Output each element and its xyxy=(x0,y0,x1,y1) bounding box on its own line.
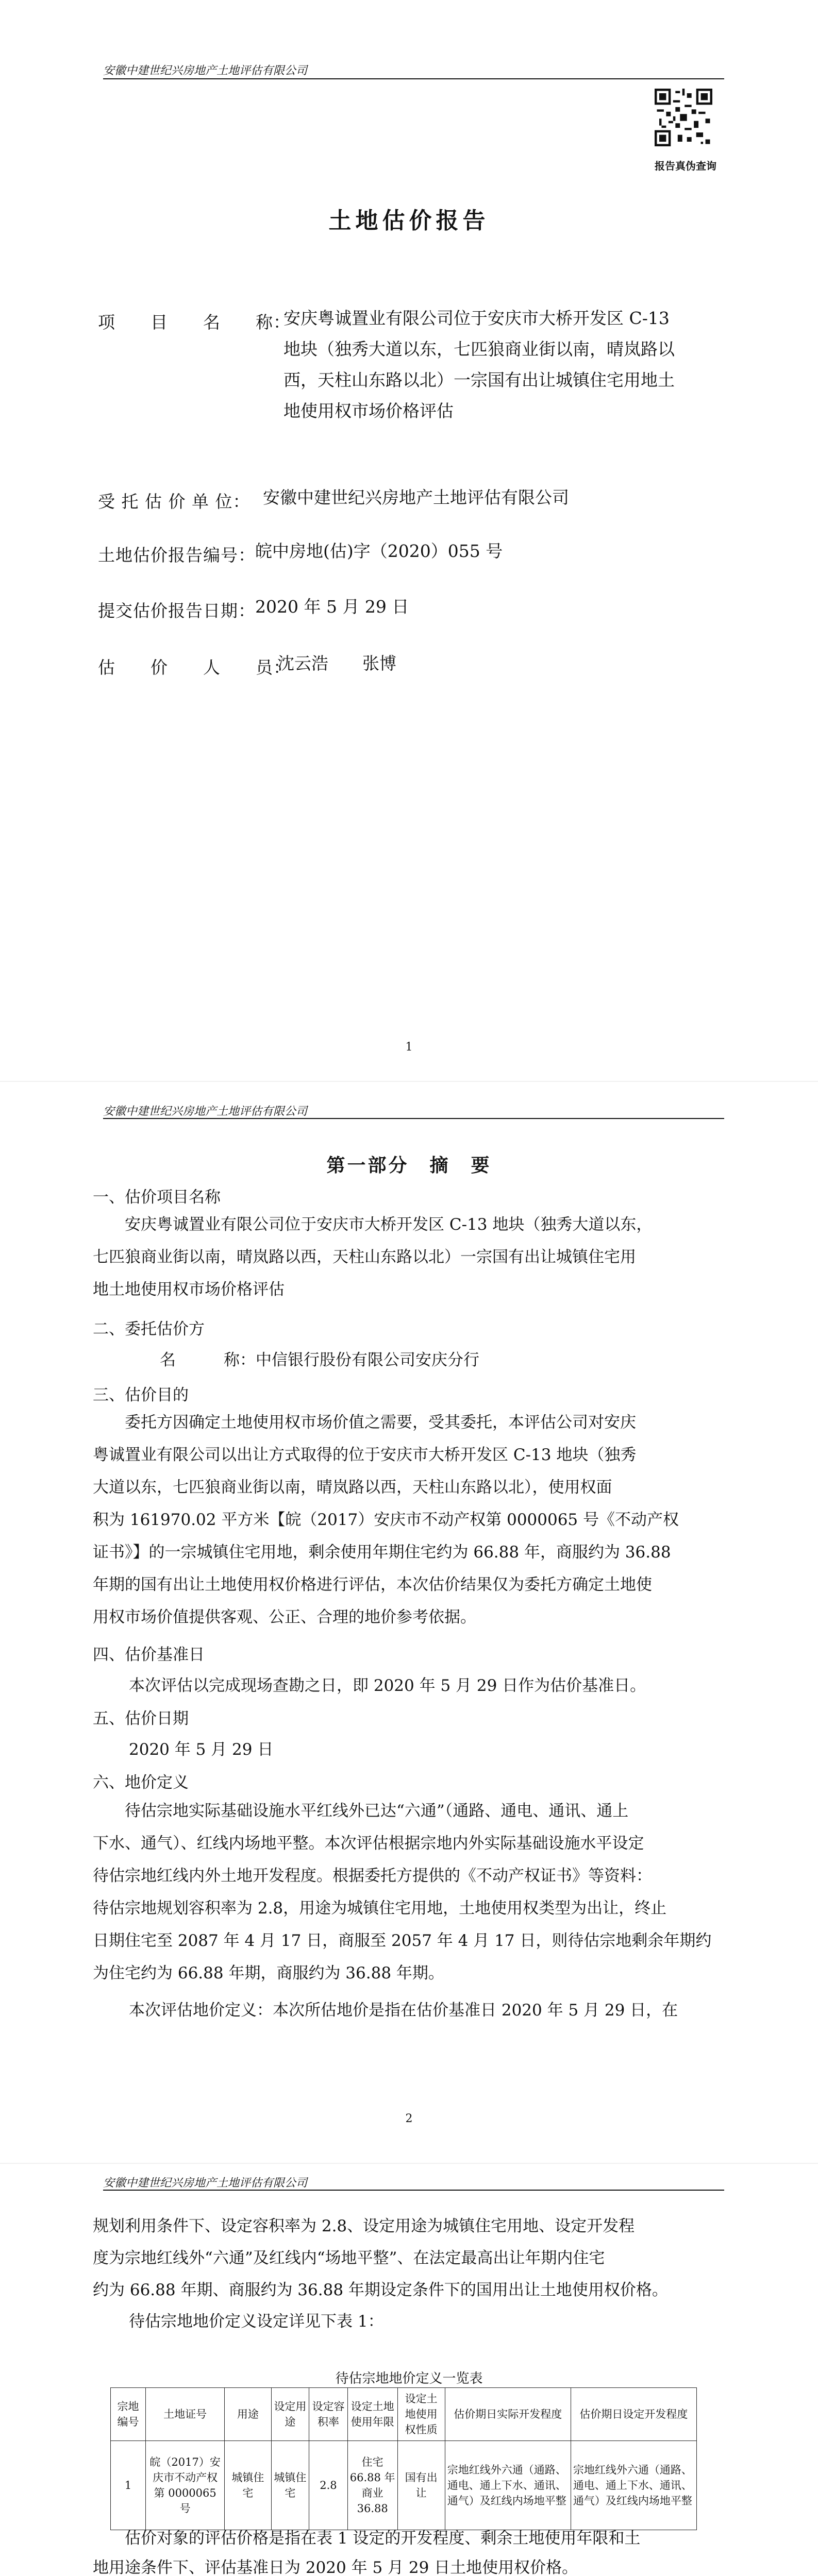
table-cell: 1 xyxy=(111,2441,146,2530)
table-cell: 城镇住宅 xyxy=(271,2441,309,2530)
section-text: 2020 年 5 月 29 日 xyxy=(129,1740,274,1759)
table-row xyxy=(111,2441,697,2530)
section-heading: 一、估价项目名称 xyxy=(93,1188,221,1207)
section-paragraph: 估价对象的评估价格是指在表 1 设定的开发程度、剩余土地使用年限和土 xyxy=(125,2529,641,2548)
section-heading: 二、委托估价方 xyxy=(93,1320,205,1338)
table-cell: 国有出让 xyxy=(397,2441,445,2530)
section-heading: 五、估价日期 xyxy=(93,1709,189,1728)
page-number: 2 xyxy=(405,2112,413,2125)
table-cell: 2.8 xyxy=(309,2441,348,2530)
page-number: 1 xyxy=(405,1041,413,1054)
submit-date-value: 2020 年 5 月 29 日 xyxy=(255,597,409,617)
part1-title: 第一部分 摘 要 xyxy=(326,1155,492,1176)
section-paragraph-cont: 地用途条件下、评估基准日为 2020 年 5 月 29 日土地使用权价格。 xyxy=(93,2558,578,2576)
section-paragraph-cont: 粤诚置业有限公司以出让方式取得的位于安庆市大桥开发区 C-13 地块（独秀 大道以东，七匹狼商业街以南，晴岚路以西，天柱山东路以北），使用权面 积为 161970.02 平方米【皖（2017）安庆市不动产权第 0000065 号《不动产权 证书》】的一宗城镇住宅用地，剩余使用年期住宅约为 66.88 年，商服约为 36.88 年期的国有出让土地使用权价格进行评估，本次估价结果仅为委托方确定土地使 用权市场价值提供客观、公正、合理的地价参考依据。 xyxy=(93,1446,679,1626)
section-paragraph-cont: 七匹狼商业街以南，晴岚路以西，天柱山东路以北）一宗国有出让城镇住宅用 地土地使用权市场价格评估 xyxy=(93,1248,636,1299)
qr-label: 报告真伪查询 xyxy=(655,160,716,172)
section-heading: 三、估价目的 xyxy=(93,1386,189,1404)
client-value: 安徽中建世纪兴房地产土地评估有限公司 xyxy=(263,487,569,507)
table-header-cell: 设定用途 xyxy=(271,2388,309,2441)
client-label: 受 托 估 价 单 位： xyxy=(98,492,251,512)
section-heading: 六、地价定义 xyxy=(93,1773,189,1792)
table-header-cell: 设定容积率 xyxy=(309,2388,348,2441)
page-header: 安徽中建世纪兴房地产土地评估有限公司 xyxy=(103,2177,308,2190)
table-header-cell: 估价期日实际开发程度 xyxy=(445,2388,571,2441)
appraiser-label: 估 价 人 员： xyxy=(98,657,291,677)
table-header-cell: 用途 xyxy=(225,2388,271,2441)
document-title: 土地估价报告 xyxy=(328,208,490,234)
project-name-label: 项 目 名 称： xyxy=(98,312,291,332)
page-cover xyxy=(0,0,818,1082)
header-rule xyxy=(103,1118,724,1119)
table-caption: 待估宗地地价定义一览表 xyxy=(335,2371,483,2386)
page-header: 安徽中建世纪兴房地产土地评估有限公司 xyxy=(103,1105,308,1118)
page-header: 安徽中建世纪兴房地产土地评估有限公司 xyxy=(103,64,308,77)
section-text: 本次评估地价定义：本次所估地价是指在估价基准日 2020 年 5 月 29 日，在 xyxy=(129,2001,678,2020)
project-name-value: 安庆粤诚置业有限公司位于安庆市大桥开发区 C-13 地块（独秀大道以东，七匹狼商业街以南，晴岚路以 西，天柱山东路以北）一宗国有出让城镇住宅用地土 地使用权市场价格评估 xyxy=(283,308,675,421)
definition-continued: 规划利用条件下、设定容积率为 2.8、设定用途为城镇住宅用地、设定开发程 度为宗地红线外“六通”及红线内“场地平整”、在法定最高出让年期内住宅 约为 66.88 年期、商服约为 36.88 年期设定条件下的国用出让土地使用权价格。 xyxy=(93,2217,668,2299)
table-header-cell: 估价期日设定开发程度 xyxy=(571,2388,696,2441)
section-paragraph: 待估宗地实际基础设施水平红线外已达“六通”（通路、通电、通讯、通上 xyxy=(125,1802,629,1820)
report-number-label: 土地估价报告编号： xyxy=(98,545,256,565)
section-heading: 四、估价基准日 xyxy=(93,1646,205,1664)
table-cell: 宗地红线外六通（通路、通电、通上下水、通讯、通气）及红线内场地平整 xyxy=(571,2441,696,2530)
table-header-cell: 设定土地使用权性质 xyxy=(397,2388,445,2441)
section-text: 本次评估以完成现场查勘之日，即 2020 年 5 月 29 日作为估价基准日。 xyxy=(129,1676,646,1695)
table-cell: 城镇住宅 xyxy=(225,2441,271,2530)
table-header-cell: 宗地编号 xyxy=(111,2388,146,2441)
section-paragraph-cont: 下水、通气）、红线内场地平整。本次评估根据宗地内外实际基础设施水平设定 待估宗地红线内外土地开发程度。根据委托方提供的《不动产权证书》等资料： 待估宗地规划容积率为 2.8，用途为城镇住宅用地，土地使用权类型为出让，终止 日期住宅至 2087 年 4 月 17 日，商服至 2057 年 4 月 17 日，则待估宗地剩余年期约 为住宅约为 66.88 年期，商服约为 36.88 年期。 xyxy=(93,1834,712,1982)
report-number-value: 皖中房地(估)字（2020）055 号 xyxy=(255,541,503,561)
table-header-row xyxy=(111,2388,697,2441)
table-cell: 住宅 66.88 年 商业 36.88 xyxy=(347,2441,397,2530)
table-header-cell: 土地证号 xyxy=(146,2388,225,2441)
submit-date-label: 提交估价报告日期： xyxy=(98,601,256,621)
table-cell: 皖（2017）安庆市不动产权第 0000065 号 xyxy=(146,2441,225,2530)
appraiser-value: 沈云浩 张博 xyxy=(277,653,396,673)
client-name: 名 称：中信银行股份有限公司安庆分行 xyxy=(160,1351,479,1369)
table-cell: 宗地红线外六通（通路、通电、通上下水、通讯、通气）及红线内场地平整 xyxy=(445,2441,571,2530)
section-paragraph: 安庆粤诚置业有限公司位于安庆市大桥开发区 C-13 地块（独秀大道以东， xyxy=(125,1215,653,1234)
section-paragraph: 委托方因确定土地使用权市场价值之需要，受其委托，本评估公司对安庆 xyxy=(125,1413,636,1432)
header-rule xyxy=(103,2190,724,2191)
land-definition-table xyxy=(110,2387,697,2530)
header-rule xyxy=(103,78,724,79)
table-header-cell: 设定土地使用年限 xyxy=(347,2388,397,2441)
qr-code-icon[interactable] xyxy=(655,89,712,146)
table-intro: 待估宗地地价定义设定详见下表 1： xyxy=(129,2312,384,2331)
